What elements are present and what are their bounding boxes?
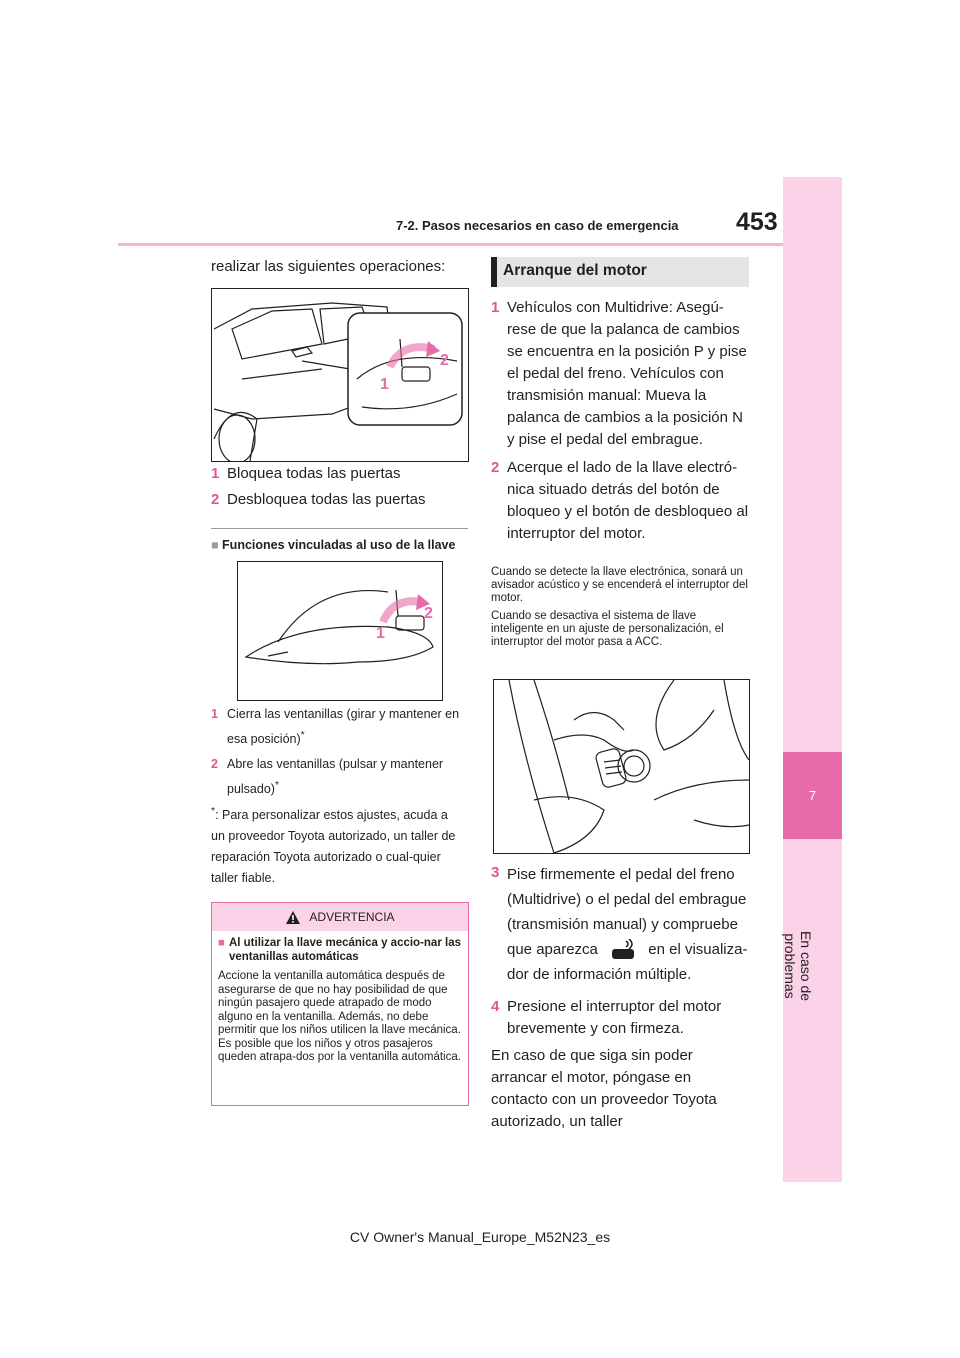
list-item: 2 Acerque el lado de la llave electró-nica situado detrás del botón de bloqueo y el botón de desbloqueo al interruptor del motor. [491,459,749,542]
list-item: 1 Vehículos con Multidrive: Asegú-rese de que la palanca de cambios se encuentra en la posición P y pise el pedal del freno. Vehículos con transmisión manual: Mueva la palanca de cambios a la posición N y pise el pedal del embrague. [491,299,747,448]
key-indicator-icon [606,939,640,961]
warning-body: Accione la ventanilla automática después de asegurarse de que no hay posibilidad de que ningún pasajero quede atrapado de modo alguno en la ventanilla. Además, no debe permitir que los niños utilicen la llave mecánica. Es posible que los niños y otros pasajeros queden atrapa-dos por la ventanilla automática. [218,970,461,1063]
fig2-label-1: 1 [376,625,385,642]
footer-text: CV Owner's Manual_Europe_M52N23_es [349,1229,611,1245]
subheading: ■ Funciones vinculadas al uso de la llave [211,538,456,552]
list-item: 1 Bloquea todas las puertas [211,465,401,482]
list-item: 3 Pise firmemente el pedal del freno (Multidrive) o el pedal del embrague (transmisión manual) y compruebe que aparezca en el visualiza-dor de información múltiple. [491,864,748,983]
note-1: Cuando se detecte la llave electrónica, sonará un avisador acústico y se encenderá el interruptor del motor. [491,566,748,604]
fig1-label-2: 2 [440,352,449,369]
section-banner [491,257,749,287]
section-title: 7-2. Pasos necesarios en caso de emergencia [396,218,679,233]
warning-header [212,903,468,931]
engine-switch-figure [493,679,750,854]
step-3 [491,862,749,987]
key-near-switch-illustration [494,680,749,853]
section-heading: Arranque del motor [503,262,647,279]
note-2: Cuando se desactiva el sistema de llave inteligente en un ajuste de personalización, el interruptor del motor pasa a ACC. [491,610,724,648]
intro-text: realizar las siguientes operaciones: [211,258,446,275]
chapter-number: 7 [808,788,817,803]
chapter-number-box [783,752,842,839]
window-steps [211,704,463,800]
fig2-label-2: 2 [424,605,433,622]
footnote: *: Para personalizar estos ajustes, acuda a un proveedor Toyota autorizado, un taller de reparación Toyota autorizado o cual-quier taller fiable. [211,806,456,886]
divider [211,528,468,529]
warning-box [211,902,469,1106]
list-item: 1 Cierra las ventanillas (girar y mantener en esa posición)* [211,707,460,747]
door-handle-illustration [238,562,442,700]
lock-steps [211,463,468,511]
car-door-illustration [212,289,468,461]
list-item: 2 Abre las ventanillas (pulsar y mantener pulsado)* [211,757,444,797]
notes [491,566,749,649]
chapter-side-tab [783,177,842,1182]
closing-text: En caso de que siga sin poder arrancar el motor, póngase en contacto con un proveedor Toyota autorizado, un taller [491,1047,717,1130]
chapter-label: En caso de problemas [782,930,814,1002]
start-steps [491,297,749,545]
warning-heading: ■ Al utilizar la llave mecánica y accio-nar las ventanillas automáticas [218,937,461,963]
header-rule [118,243,783,246]
warning-triangle-icon [285,910,301,925]
list-item: 4 Presione el interruptor del motor brevemente y con firmeza. [491,998,722,1037]
car-door-figure [211,288,469,462]
fig1-label-1: 1 [380,376,389,393]
warning-title: ADVERTENCIA [309,910,395,924]
key-door-handle-figure [237,561,443,701]
list-item: 2 Desbloquea todas las puertas [211,491,426,508]
step-4 [491,996,749,1040]
page-number: 453 [736,208,778,236]
